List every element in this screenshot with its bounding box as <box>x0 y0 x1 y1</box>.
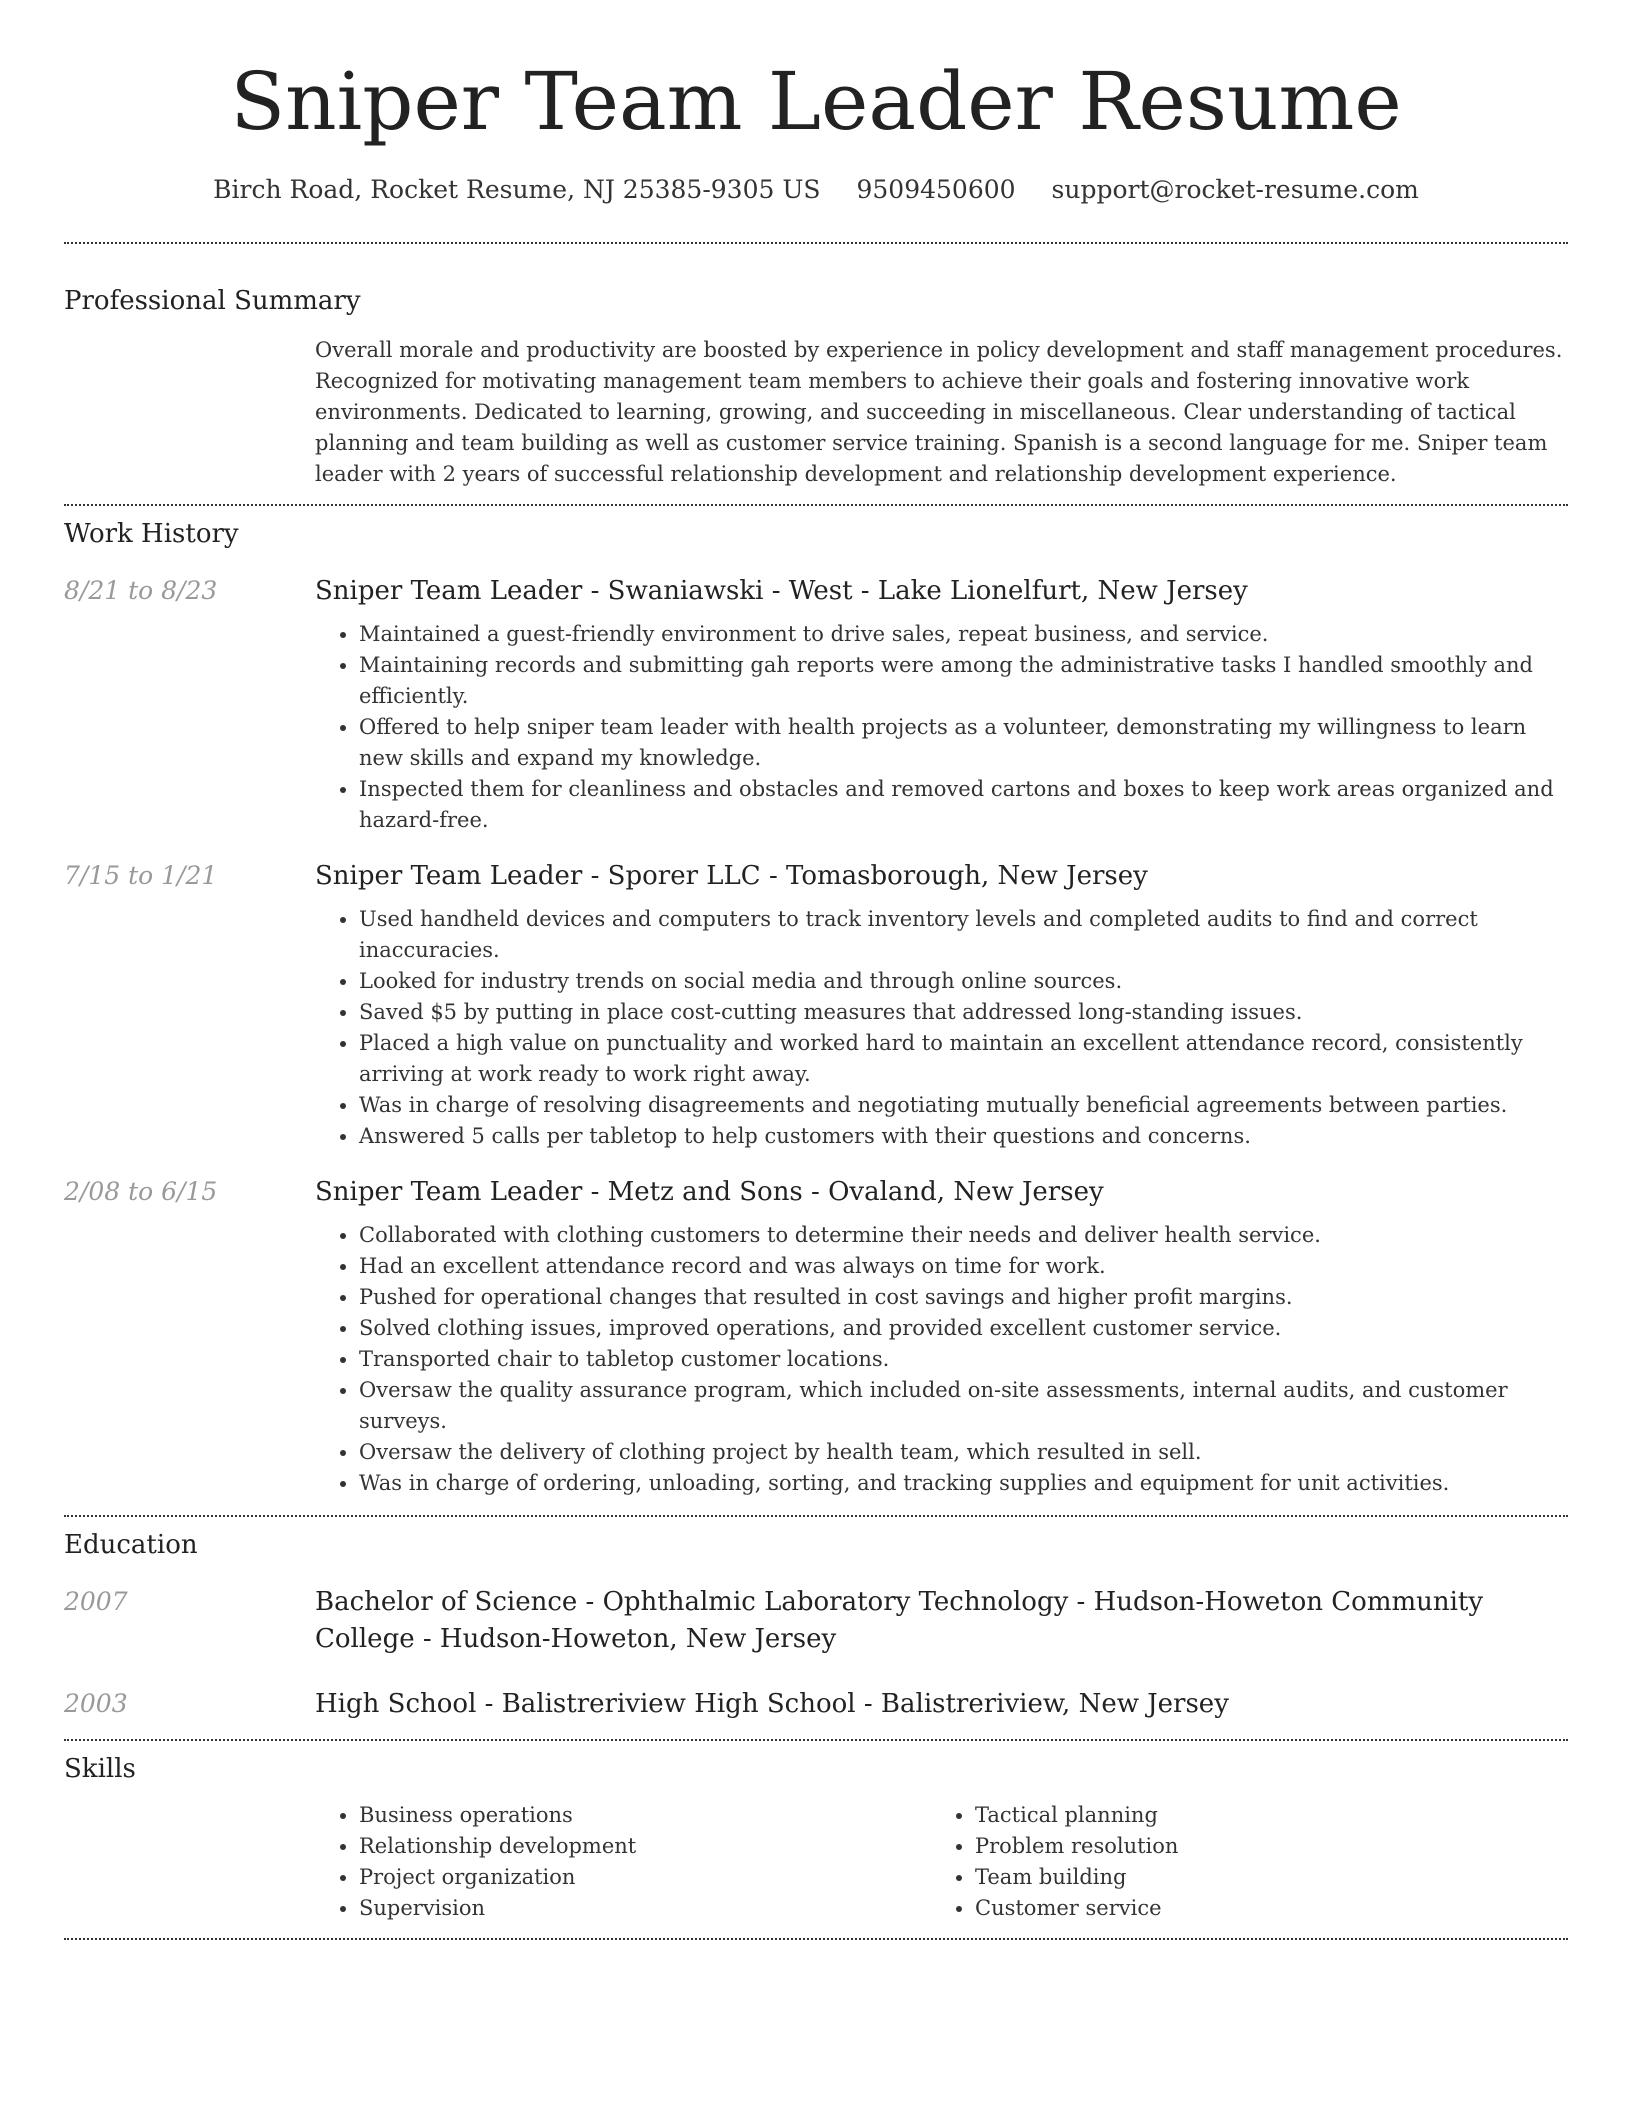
list-item: • Answered 5 calls per tabletop to help customers with their questions and concerns. <box>359 1121 1568 1152</box>
list-item: • Team building <box>975 1862 1547 1893</box>
list-item: • Collaborated with clothing customers to determine their needs and deliver health service. <box>359 1220 1568 1251</box>
list-item: • Had an excellent attendance record and was always on time for work. <box>359 1251 1568 1282</box>
job-title: Sniper Team Leader - Swaniawski - West - Lake Lionelfurt, New Jersey <box>315 576 1248 606</box>
list-item: • Solved clothing issues, improved operations, and provided excellent customer service. <box>359 1313 1568 1344</box>
education-text: Bachelor of Science - Ophthalmic Laboratory Technology - Hudson-Howeton Community College - Hudson-Howeton, New Jersey <box>315 1587 1484 1654</box>
job-bullets <box>315 619 1568 836</box>
skills-list-left <box>315 1800 931 1924</box>
education-heading: Education <box>64 1530 198 1560</box>
list-item: • Problem resolution <box>975 1831 1547 1862</box>
job-title: Sniper Team Leader - Sporer LLC - Tomasborough, New Jersey <box>315 861 1148 891</box>
list-item: • Supervision <box>359 1893 931 1924</box>
job-bullets <box>315 904 1568 1152</box>
divider <box>64 242 1568 244</box>
job-dates: 2/08 to 6/15 <box>64 1177 218 1206</box>
list-item: • Offered to help sniper team leader with health projects as a volunteer, demonstrating my willingness to learn new skills and expand my knowledge. <box>359 712 1568 774</box>
divider <box>64 1515 1568 1517</box>
contact-email: support@rocket-resume.com <box>1051 175 1419 204</box>
education-year: 2007 <box>64 1587 128 1616</box>
list-item: • Inspected them for cleanliness and obstacles and removed cartons and boxes to keep work areas organized and hazard-free. <box>359 774 1568 836</box>
list-item: • Business operations <box>359 1800 931 1831</box>
summary-section <box>64 335 1568 490</box>
list-item: • Placed a high value on punctuality and worked hard to maintain an excellent attendance record, consistently arriving at work ready to work right away. <box>359 1028 1568 1090</box>
list-item: • Looked for industry trends on social media and through online sources. <box>359 966 1568 997</box>
job-bullets <box>315 1220 1568 1499</box>
summary-heading: Professional Summary <box>64 286 361 316</box>
list-item: • Maintained a guest-friendly environment to drive sales, repeat business, and service. <box>359 619 1568 650</box>
education-year: 2003 <box>64 1689 128 1718</box>
list-item: • Pushed for operational changes that resulted in cost savings and higher profit margins. <box>359 1282 1568 1313</box>
list-item: • Customer service <box>975 1893 1547 1924</box>
resume-title: Sniper Team Leader Resume <box>230 55 1402 148</box>
list-item: • Relationship development <box>359 1831 931 1862</box>
list-item: • Oversaw the delivery of clothing project by health team, which resulted in sell. <box>359 1437 1568 1468</box>
list-item: • Saved $5 by putting in place cost-cutting measures that addressed long-standing issues. <box>359 997 1568 1028</box>
resume-page <box>64 0 1568 1940</box>
list-item: • Transported chair to tabletop customer locations. <box>359 1344 1568 1375</box>
list-item: • Project organization <box>359 1862 931 1893</box>
skills-heading: Skills <box>64 1754 136 1784</box>
contact-phone: 9509450600 <box>856 175 1016 204</box>
contact-line <box>64 172 1568 208</box>
list-item: • Was in charge of resolving disagreements and negotiating mutually beneficial agreements between parties. <box>359 1090 1568 1121</box>
work-history-heading: Work History <box>64 519 239 549</box>
job-title: Sniper Team Leader - Metz and Sons - Ovaland, New Jersey <box>315 1177 1104 1207</box>
skills-section <box>64 1800 1568 1924</box>
list-item: • Tactical planning <box>975 1800 1547 1831</box>
list-item: • Maintaining records and submitting gah reports were among the administrative tasks I handled smoothly and efficiently. <box>359 650 1568 712</box>
divider <box>64 1739 1568 1741</box>
education-entry <box>64 1584 1568 1658</box>
job-entry <box>64 573 1568 836</box>
job-dates: 7/15 to 1/21 <box>64 861 218 890</box>
summary-text: Overall morale and productivity are boosted by experience in policy development and staff management procedures. Recognized for motivating management team members to achieve their goals and fostering innovative work environments. Dedicated to learning, growing, and succeeding in miscellaneous. Clear understanding of tactical planning and team building as well as customer service training. Spanish is a second language for me. Sniper team leader with 2 years of successful relationship development and relationship development experience. <box>315 338 1563 486</box>
job-entry <box>64 858 1568 1152</box>
job-dates: 8/21 to 8/23 <box>64 576 218 605</box>
education-text: High School - Balistreriview High School - Balistreriview, New Jersey <box>315 1689 1229 1719</box>
contact-address: Birch Road, Rocket Resume, NJ 25385-9305 US <box>213 175 821 204</box>
skills-list-right <box>931 1800 1547 1924</box>
job-entry <box>64 1174 1568 1499</box>
divider <box>64 504 1568 506</box>
list-item: • Oversaw the quality assurance program, which included on-site assessments, internal audits, and customer surveys. <box>359 1375 1568 1437</box>
list-item: • Used handheld devices and computers to track inventory levels and completed audits to find and correct inaccuracies. <box>359 904 1568 966</box>
list-item: • Was in charge of ordering, unloading, sorting, and tracking supplies and equipment for unit activities. <box>359 1468 1568 1499</box>
education-entry <box>64 1686 1568 1723</box>
divider <box>64 1938 1568 1940</box>
